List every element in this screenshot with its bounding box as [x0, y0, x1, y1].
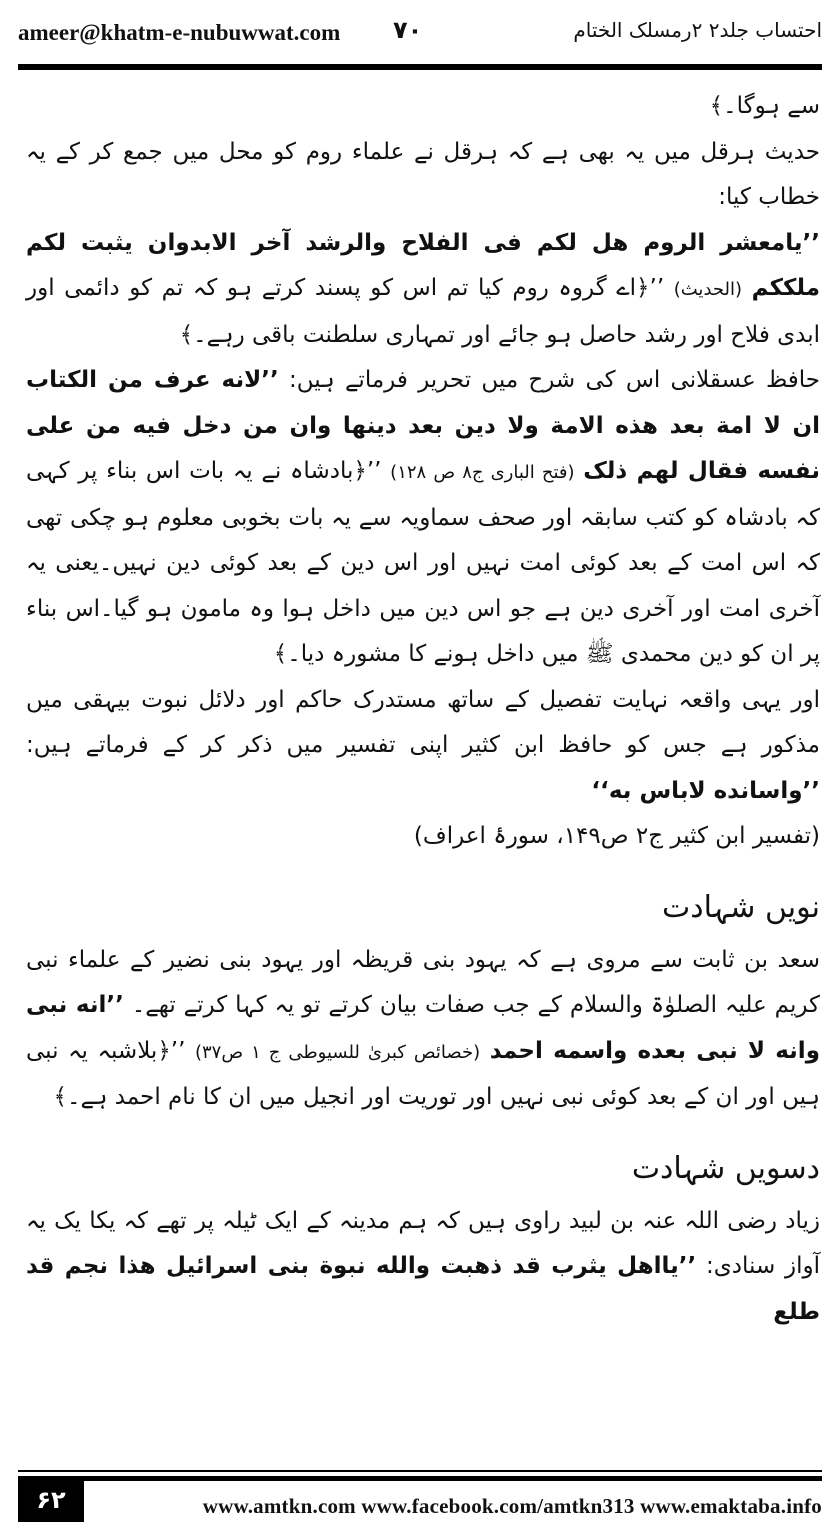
paragraph-1-text: سے ہوگا۔﴾ — [709, 93, 820, 119]
footer-rule-thin — [18, 1470, 822, 1472]
footer-page-number: ۶۲ — [18, 1478, 84, 1522]
paragraph-8 — [26, 1199, 820, 1336]
urdu-translation: ’’﴿بلاشبہ یہ نبی ہیں اور ان کے بعد کوئی نبی نہیں اور توریت اور انجیل میں ان کا نام احمد ہے۔﴾ — [26, 1037, 820, 1110]
section-heading-tenth: دسویں شہادت — [631, 1150, 820, 1186]
header-page-number: ۷۰ — [393, 16, 423, 44]
page-content — [26, 84, 820, 1335]
section-heading-ninth: نویں شہادت — [661, 889, 820, 925]
urdu-text: اور یہی واقعہ نہایت تفصیل کے ساتھ مستدرک حاکم اور دلائل نبوت بیہقی میں مذکور ہے جس کو حافظ ابن کثیر اپنی تفسیر میں ذکر کر کے فرماتے ہیں: — [26, 686, 820, 758]
page-header — [18, 14, 822, 58]
paragraph-5 — [26, 678, 820, 815]
reference: (خصائص کبریٰ للسیوطی ج ۱ ص۳۷) — [194, 1041, 481, 1063]
arabic-quote: ’’یامعشر الروم هل لکم فی الفلاح والرشد آخر الابدوان یثبت لکم ملککم — [26, 229, 821, 301]
paragraph-2 — [26, 130, 820, 221]
reference: (تفسیر ابن کثیر ج۲ ص۱۴۹، سورۂ اعراف) — [413, 823, 820, 849]
header-book-title: احتساب جلد۲ ۲رمسلک الختام — [573, 18, 822, 42]
paragraph-1 — [26, 84, 820, 130]
header-email: ameer@khatm-e-nubuwwat.com — [18, 20, 341, 45]
arabic-quote: ’’یااهل یثرب قد ذهبت والله نبوة بنی اسرائیل هذا نجم قد طلع — [26, 1253, 820, 1325]
paragraph-6 — [26, 814, 820, 860]
urdu-translation: ’’﴿بادشاہ نے یہ بات اس بناء پر کہی کہ بادشاہ کو کتب سابقہ اور صحف سماویہ سے یہ بات بخوبی معلوم ہو چکی تھی کہ اس امت کے بعد کوئی امت نہیں اور اس دین کے بعد کوئی دین نہیں۔یعنی یہ آخری امت اور آخری دین ہے جو اس دین میں داخل ہوا وہ مامون ہو گیا۔اس بناء پر ان کو دین محمدی ﷺ میں داخل ہونے کا مشورہ دیا۔﴾ — [26, 458, 820, 667]
arabic-quote: ’’لانه عرف من الکتاب ان لا امة بعد هذه الامة ولا دین بعد دینها وان من دخل فیه من علی نفسه فقال لهم ذلک — [26, 367, 821, 484]
paragraph-7 — [26, 938, 820, 1121]
urdu-text: حافظ عسقلانی اس کی شرح میں تحریر فرماتے ہیں: — [289, 367, 821, 393]
paragraph-4 — [26, 358, 820, 678]
reference: (فتح الباری ج۸ ص ۱۲۸) — [390, 462, 575, 483]
footer-website-links: www.amtkn.com www.facebook.com/amtkn313 www.emaktaba.info — [202, 1494, 822, 1518]
arabic-quote: ’’واسانده لاباس به‘‘ — [591, 777, 820, 804]
header-rule — [18, 64, 822, 70]
urdu-text: سعد بن ثابت سے مروی ہے کہ یہود بنی قریظہ اور یہود بنی نضیر کے علماء نبی کریم علیہ الصلوٰۃ والسلام کے جب صفات بیان کرتے تو یہ کہا کرتے تھے۔ — [26, 946, 820, 1018]
urdu-translation: ’’﴿اے گروہ روم کیا تم اس کو پسند کرتے ہو کہ تم کو دائمی اور ابدی فلاح اور رشد حاصل ہو جائے اور تمہاری سلطنت باقی رہے۔﴾ — [26, 275, 820, 348]
paragraph-2-text: حدیث ہرقل میں یہ بھی ہے کہ ہرقل نے علماء روم کو محل میں جمع کر کے یہ خطاب کیا: — [26, 138, 820, 210]
paragraph-3 — [26, 221, 820, 359]
urdu-text: زیاد رضی اللہ عنہ بن لبید راوی ہیں کہ ہم مدینہ کے ایک ٹیلہ پر تھے کہ یکا یک یہ آواز سنادی: — [26, 1207, 820, 1279]
arabic-quote: ’’انه نبی وانه لا نبی بعده واسمه احمد — [26, 992, 820, 1064]
footer-rule-thick — [18, 1476, 822, 1481]
reference: (الحدیث) — [673, 279, 743, 300]
